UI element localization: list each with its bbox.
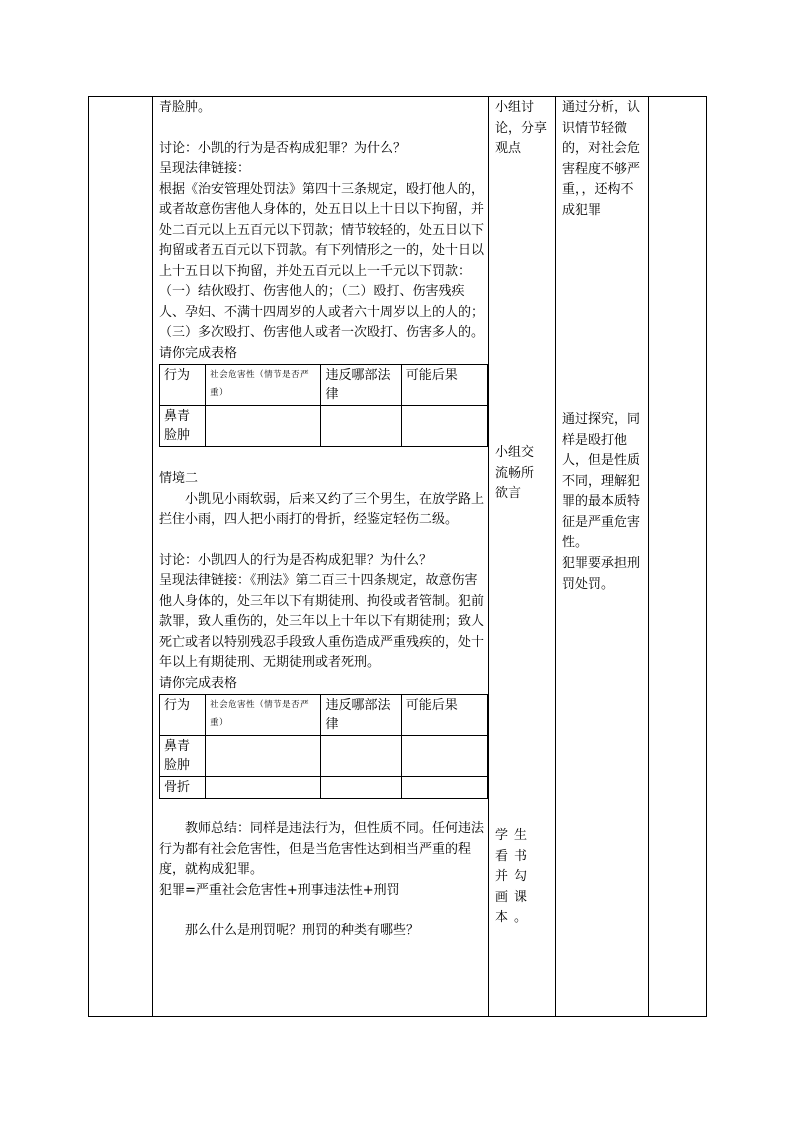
teacher-summary: 教师总结：同样是违法行为，但性质不同。任何违法行为都有社会危害性，但是当危害性达到相当严重的程度，就构成犯罪。 [159,821,485,877]
design-intent-i1: 通过分析，认识情节轻微的，对社会危害程度不够严重，，还构不成犯罪 [562,100,641,218]
table-header-row [160,695,488,736]
paragraph-continuation: 青脸肿。 [159,100,212,115]
table-cell[interactable] [321,406,401,447]
table-cell[interactable] [321,777,401,799]
table-cell[interactable] [401,406,487,447]
design-intent-i3: 犯罪要承担刑罚处罚。 [562,556,641,592]
table-caption-2: 请你完成表格 [159,675,238,691]
student-activity-s1: 小组讨论，分享观点 [495,100,548,156]
table-col-line-0 [88,96,89,1017]
table-row [160,406,488,447]
scenario-2-title: 情境二 [159,471,199,486]
law-link-title-1: 呈现法律链接： [159,161,251,176]
worksheet-table-2 [159,694,488,799]
crime-formula: 犯罪=严重社会危害性+刑事违法性+刑罚 [159,882,400,898]
law-text-2: 呈现法律链接：《刑法》第二百三十四条规定，故意伤害他人身体的，处三年以下有期徒刑、拘役或者管制。犯前款罪，致人重伤的，处三年以上十年以下有期徒刑；致人死亡或者以特别残忍手段致人重伤造成严重残疾的，处十年以上有期徒刑、无期徒刑或者死刑。 [159,573,485,670]
closing-question: 那么什么是刑罚呢？刑罚的种类有哪些？ [185,923,420,938]
table-col-line-1 [152,96,153,1017]
table-col-line-2 [488,96,489,1017]
table-top-border [88,96,707,97]
law-text-1: 根据《治安管理处罚法》第四十三条规定，殴打他人的，或者故意伤害他人身体的，处五日以上十日以下拘留，并处二百元以上五百元以下罚款；情节较轻的，处五日以下拘留或者五百元以下罚款。有下列情形之一的，处十日以上十五日以下拘留，并处五百元以上一千元以下罚款：（一）结伙殴打、伤害他人的；（二）殴打、伤害残疾人、孕妇、不满十四周岁的人或者六十周岁以上的人的；（三）多次殴打、伤害他人或者一次殴打、伤害多人的。 [159,181,485,340]
worksheet-table-1 [159,364,488,447]
scenario-2-text: 小凯见小雨软弱，后来又约了三个男生，在放学路上拦住小雨，四人把小雨打的骨折，经鉴定轻伤二级。 [159,491,485,527]
table-cell: 骨折 [160,777,206,799]
header-cell: 社会危害性（情节是否严重） [206,365,321,406]
table-col-line-5 [706,96,707,1017]
table-row [160,736,488,777]
table-col-line-4 [648,96,649,1017]
header-cell: 社会危害性（情节是否严重） [206,695,321,736]
table-bottom-border [88,1016,707,1017]
table-cell[interactable] [206,406,321,447]
table-cell: 鼻青脸肿 [160,406,206,447]
discussion-question-2: 讨论：小凯四人的行为是否构成犯罪？为什么？ [159,552,433,568]
table-cell[interactable] [401,736,487,777]
header-cell: 可能后果 [401,365,487,406]
header-cell: 行为 [160,365,206,406]
student-activity-s2: 小组交流畅所欲言 [495,445,535,501]
table-cell[interactable] [206,777,321,799]
table-cell[interactable] [401,777,487,799]
table-cell: 鼻青脸肿 [160,736,206,777]
header-cell: 违反哪部法律 [321,695,401,736]
table-caption-1: 请你完成表格 [159,345,238,361]
design-intent-i2: 通过探究，同样是殴打他人，但是性质不同，理解犯罪的最本质特征是严重危害性。 [562,412,641,550]
header-cell: 违反哪部法律 [321,365,401,406]
header-cell: 行为 [160,695,206,736]
student-activity-s3: 学生看书并勾画课本。 [495,828,534,925]
table-row [160,777,488,799]
table-col-line-3 [555,96,556,1017]
table-cell[interactable] [321,736,401,777]
discussion-question-1: 讨论：小凯的行为是否构成犯罪？为什么？ [159,140,407,156]
table-cell[interactable] [206,736,321,777]
table-header-row [160,365,488,406]
header-cell: 可能后果 [401,695,487,736]
teaching-content-column [159,98,484,942]
